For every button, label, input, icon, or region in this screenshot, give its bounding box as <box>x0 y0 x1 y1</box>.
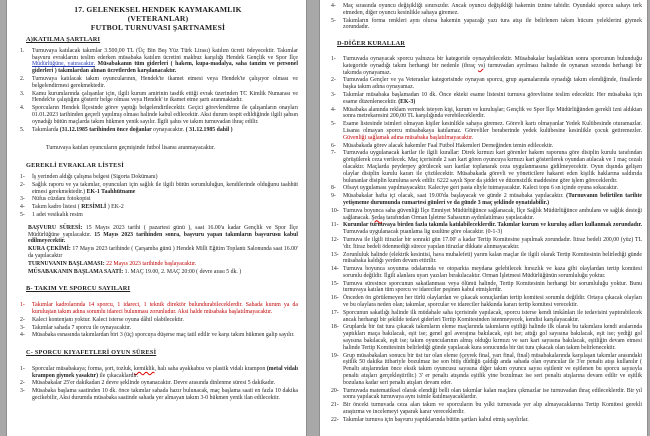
list-item <box>329 143 642 150</box>
list-item <box>329 388 642 402</box>
numbered-list <box>329 56 642 424</box>
list-item-text <box>343 353 642 387</box>
list-item <box>18 302 298 316</box>
text-run: Turnuva boyunca soyunma odalarında ve otoparkta meydana gelebilecek hırsızlık ve kaza gibi olaylardan tertip komitesi sorumlu değildir. İlgili alanlara uyarı yazıları bırakılacaktır. Orman İşletmesi Müdürlüğünün sorumluluğu yoktur. <box>343 266 642 279</box>
list-item-number: 3- <box>20 324 25 331</box>
text-run: Zorunluluk halinde (elektrik kesintisi, hava muhalefeti) yarım kalan maçlar ile ilgili olarak Tertip Komitesinin belirlediği günde müsabaka kaldığı yerden devam ettirilir. <box>343 251 642 265</box>
spacer <box>18 340 298 345</box>
text-run: Nüfus cüzdanı fotokopisi <box>32 196 91 203</box>
text-run: Takımlar turnuva için başvuru yaptıklarında bütün şartları kabul etmiş sayılırlar. <box>343 416 529 423</box>
list-item <box>329 353 642 387</box>
list-item-text <box>343 237 642 251</box>
list-item-text <box>32 302 298 316</box>
text-run: 1 adet vesikalık resim <box>32 211 83 218</box>
list-item <box>18 388 298 402</box>
numbered-list <box>18 302 298 339</box>
list-item <box>329 193 642 207</box>
text-run: İş yerinden aldığı çalışma belgesi (Sigorta Dokümanı) <box>32 173 158 180</box>
list-item-number: 2. <box>20 75 25 82</box>
list-item-text <box>32 204 298 211</box>
text-run: EK-1 Taahhütname <box>86 188 136 195</box>
list-item-number: 3- <box>20 388 25 395</box>
text-run: Takımların forma renkleri aynı olursa hakemin yapacağı yazı tura atışı ile belirlenen takım hücum yeleklerini giymek zorundadır. <box>343 17 642 31</box>
list-item <box>329 150 642 184</box>
list-item-text <box>343 185 642 192</box>
list-item-text <box>343 222 642 236</box>
section-heading: A)KATILMA ŞARTLARI <box>26 36 101 43</box>
section-heading: D-DİĞER KURALLAR <box>337 40 406 48</box>
list-item <box>18 182 298 196</box>
list-item-text <box>343 324 642 351</box>
title-line: 17. GELENEKSEL HENDEK KAYMAKAMLIK <box>74 5 242 14</box>
list-item <box>18 48 298 75</box>
spacer <box>18 134 298 145</box>
text-run: (Turnuvanın belirtilen tarihte yetişmeme durumunda cumartesi günleri ve da günde 3 maç şeklinde oynatılabilir.) <box>343 193 642 206</box>
list-item-number: 2- <box>20 380 25 387</box>
list-item-number: 3- <box>20 196 25 203</box>
text-run: MÜSABAKANIN BAŞLAMA SAATİ: <box>28 268 124 275</box>
list-item-text <box>343 295 642 309</box>
text-run: Takımlar kadrolarında 14 sporcu, 1 idareci, 1 teknik direktör bulundurabileceklerdir. Sahada kurum ya da kuruluştan takım adına sorumlu idareci bulunması zorunludur. Aksi halde müsabaka başlatılmayacaktır. <box>32 302 298 315</box>
list-item-number: 5- <box>331 121 336 128</box>
text-run: Müsabakalar hafta içi olacak, saat 19.00'da başlayacak ve günde 2 müsabaka yapılacaktır. <box>343 193 567 200</box>
list-item-text <box>343 3 642 17</box>
list-item <box>329 185 642 192</box>
list-item-number: 13- <box>331 251 339 258</box>
list-item-number: 10- <box>331 207 339 214</box>
list-item-text <box>32 174 298 181</box>
list-item-number: 1- <box>20 173 25 180</box>
list-item-text <box>343 266 642 280</box>
list-item-number: 1- <box>20 302 25 309</box>
paragraph <box>28 269 298 276</box>
text-run: 17 Mayıs 2023 tarihinde ( Çarşamba günü ) Hendek Milli Eğitim Toplantı Salonunda saat 16.00' da yapılacaktır <box>28 246 298 259</box>
list-item <box>329 295 642 309</box>
text-run: Gruplarda bir üst tura çıkacak takımların eleme maçlarında takımların eşitliği halinde ilk olarak bu takımlara kendi aralarında yaptıkları maça bakılacak, eşit ise; genel gol averajına bakılacak, eşit ise; attığı gol sayısına bakılacak, eşit ise; yediği gol sayısına bakılacak, eşit ise; takım oyuncularının almış olduğu kırmızı ve sarı kart sayısına bakılacak, eşitliğin devam etmesi halinde Tertip Komitesinin belirlediği günde yapılacak kura sonucunda bir üst tura çıkacak olan takım belirlenecektir. <box>343 324 642 351</box>
list-item <box>329 281 642 295</box>
list-item-number: 1- <box>331 55 336 62</box>
text-run: Müsabakanın tüm giderleri ( hakem, kupa-madalya, saha tanzim ve personel giderleri ) takımlardan alınan ücretlerden karşılanacaktır. <box>32 61 298 75</box>
paragraph <box>28 246 298 260</box>
text-run: KURA ÇEKİMİ: <box>28 246 71 253</box>
list-item <box>329 237 642 251</box>
list-item-number: 1- <box>20 365 25 372</box>
list-item-number: 2- <box>331 77 336 84</box>
numbered-list <box>18 366 298 402</box>
list-item <box>329 252 642 266</box>
list-item-text <box>343 281 642 295</box>
paragraph <box>28 225 298 245</box>
list-item-text <box>32 182 298 196</box>
text-run: Müdürlüğüne, yatıracaktır. <box>32 61 96 68</box>
list-item <box>329 324 642 351</box>
list-item <box>18 325 298 332</box>
text-run: ile çıkacaklardır. <box>98 372 139 379</box>
list-item-text <box>343 208 642 222</box>
text-run: Müsabakalar 25'er dakikadan 2 devre şeklinde oynanacaktır. Devre arasında dinlenme süresi 5 dakikadır. <box>32 380 276 387</box>
list-item-text <box>32 76 298 90</box>
list-item <box>18 380 298 387</box>
list-item-number: 5- <box>331 17 336 24</box>
text-run: Güvenliği sağlamak adına müsabaka başlatılmayacaktır. <box>343 134 474 141</box>
text-run: Bir önceki turnuvada ceza alan takım ve sporcuların bu yılki turnuvada yer alıp almayacaklarına Tertip Komitesi gerekli araştırma ve incelemeyi yaparak karar vereceklerdir. <box>343 402 642 416</box>
list-item-number: 19- <box>331 352 339 359</box>
document-title <box>18 5 298 32</box>
list-item <box>329 92 642 106</box>
text-run: ) EK-2 <box>106 204 124 211</box>
page-right <box>320 0 647 436</box>
list-item-text <box>343 77 642 91</box>
list-item-number: 4. <box>20 105 25 112</box>
list-item <box>18 366 298 380</box>
list-item-number: 16- <box>331 295 339 302</box>
list-item-number: 4- <box>331 3 336 9</box>
list-item-text <box>32 48 298 75</box>
list-item-text <box>32 380 298 387</box>
list-item <box>329 3 642 17</box>
list-item-number: 3- <box>331 91 336 98</box>
list-item-text <box>32 212 298 219</box>
text-run: Müsabakada görev alacak hakemler Faal Futbol Hakemleri Derneğinden temin edilecektir. <box>343 142 554 149</box>
list-item <box>18 212 298 219</box>
list-item <box>18 76 298 90</box>
section-heading: C- SPORCU KIYAFETLERİ OYUN SÜRESİ <box>26 349 157 357</box>
text-run: Grup müsabakaları sonucu bir üst tur olan eleme (çeyrek final, yarı final, final) müsabakalarında karşılaşan takımlar arasındaki eşitlik 50 dakika itibariyle bozulmaz ise son bitiş düdüğü çaldığı anda sahada olan oyuncular ile 3'er penaltı atışı kullanılır ( Penaltı atışlarından önce eksik takım oyuncusu sayısına diğer takım oyuncu sayısı eşitlenir ve eşitlenen bu sporcu sayısıyla penaltı atışları gerçekleştirilir.) 3' er penaltı atışında eşitlik yine bozulmaz ise seri penaltı atışlarına devam edilir ve eşitlik bozulana kadar seri penaltı atışları devam eder. <box>343 352 642 386</box>
text-run: BAŞVURU SÜRESİ: <box>28 224 83 231</box>
list-item <box>18 332 298 339</box>
page-left <box>7 0 306 436</box>
list-item-number: 1. <box>20 47 25 54</box>
list-item <box>18 127 298 134</box>
text-run: ) turnuvadan ayrılması halinde de oynanan sezonda herhangi bir takımda oynayamaz. <box>343 62 642 76</box>
list-item-number: 5. <box>20 126 25 133</box>
text-run: Sporcuların Hendek İlçesinde görev yaptığı belgelendirilecektir. Geçici görevlendirme ile çalışanların onayları 01.01.2023 tarihinden geçerli yapılmış olması halinde kabul edilecektir. Aksi durum tespit edildiğinde ilgili şahsın oynadığı bütün maçlarda takım hükmen yenik sayılır. İlgili şahıs ve takım turnuvadan ihraç edilir. <box>32 105 298 125</box>
text-run: 1. MAÇ 19.00, 2. MAÇ 20:00 ( devre arası 5 dk. ) <box>123 268 242 275</box>
text-run: Takımlar sahada 7 sporcu ile oynayacaktır. <box>32 324 132 331</box>
list-item-number: 15- <box>331 280 339 287</box>
spacer <box>18 276 298 281</box>
list-item-number: 3. <box>20 90 25 97</box>
text-run: Turnuva boyunca saha güvenliği İlçe Emniyet Müdürlüğünce sağlanacak, İlçe Sağlık Müdürlüğünce ambulans ve sağlık desteği sağlanacak. <box>343 207 642 221</box>
numbered-list <box>18 48 298 134</box>
list-item <box>329 266 642 280</box>
list-item-number: 18- <box>331 324 339 331</box>
text-run: Takımlarda <box>32 126 60 133</box>
spacer <box>18 153 298 158</box>
numbered-list <box>329 3 642 31</box>
paragraph <box>28 261 298 268</box>
text-run: Ofsayt uygulaması yapılmayacaktır. Kaleciye geri pasta eliyle tutmayacaktır. Kaleci topu 6 sn içinde oyuna sokacaktır. <box>343 185 619 192</box>
list-item-text <box>343 402 642 416</box>
text-run: 15 Mayıs 2023 tarihinden sonra, başvuru yapan takımların başvurusu kabul edilmeyecektir. <box>28 231 298 245</box>
text-run: (metal vidalı krampon giymek yasaktır) <box>32 365 299 379</box>
text-run: Kurumlar turnuvaya birden fazla takımla katılabileceklerdir. Takımlar kurum ve kuruluş adları kullanmak zorundadır. <box>343 222 642 229</box>
numbered-list <box>18 174 298 219</box>
list-item-number: 2- <box>20 181 25 188</box>
text-run: Sağlık raporu ve ya takımlar, oyuncuları için sağlık ile ilgili bütün sorumluluğun, kendilerinde olduğunu taahhüt etmesi gerekmektedir.) <box>32 181 298 195</box>
title-line: FUTBOL TURNUVASI ŞARTNAMESİ <box>90 23 226 32</box>
text-run: oynayacaktır. <box>151 126 186 133</box>
list-item-text <box>32 127 298 134</box>
list-item <box>329 417 642 424</box>
text-run: ( 31.12.1985 dahil ) <box>185 126 233 133</box>
paragraph <box>26 145 298 152</box>
section-heading: GEREKLİ EVRAKLAR LİSTESİ <box>26 162 124 170</box>
spacer <box>329 32 642 36</box>
list-item-number: 14- <box>331 266 339 273</box>
list-item-text <box>32 366 298 380</box>
text-run: tarafından Orman İşletme Sahasının aydınlatılması yapılacaktır. <box>384 214 535 221</box>
list-item-text <box>343 121 642 141</box>
list-item <box>329 310 642 324</box>
list-item-text <box>343 417 642 424</box>
text-run: vs <box>478 62 484 69</box>
text-run: TURNUVANIN BAŞLAMASI: <box>28 260 105 267</box>
text-run: Sporcular müsabakaya; forma, şort, tozluk, <box>32 365 134 372</box>
text-run: Müsabaka esnasında takımlardan biri 3 (üç) sporcuya düşerse maç tatil edilir ve karşı takım hükmen galip sayılır. <box>32 332 295 339</box>
list-item-text <box>343 150 642 184</box>
list-item <box>18 91 298 105</box>
list-item <box>329 121 642 141</box>
title-line: (VETERANLAR) <box>127 14 189 23</box>
list-item-number: 5- <box>20 211 25 218</box>
list-item-text <box>343 310 642 324</box>
list-item <box>18 204 298 211</box>
list-item-text <box>343 388 642 402</box>
list-item-text <box>32 388 298 402</box>
list-item-text <box>343 92 642 106</box>
text-run: Turnuva süresince sporcunun sakatlanması veya ölümü halinde, Tertip Komitesinin herhangi bir sorumluluğu yoktur. Bunu turnuvaya katılan tüm sporcu ve idareciler peşinen kabul etmişlerdir. <box>343 280 642 294</box>
text-run: Maç sırasında oyuncu değişikliği sınırsızdır. Ancak oyuncu değişikliği hakemin iznine tabidir. Oyundaki sporcu sahayı terk etmeden, diğer oyuncu kesinlikle sahaya giremez. <box>343 3 642 16</box>
list-item <box>329 402 642 416</box>
text-run: Kamu kurumlarında çalışanlar için, ilgili kurum amirinin tasdik ettiği evrak üzerinden TC Kimlik Numarası ve Hendek'te çalıştığını gösterir belge olması veya Hendek' te ikamet etme şartı aranmaktadır. <box>32 90 298 104</box>
section-heading: B- TAKIM VE SPORCU SAYILARI <box>26 285 131 293</box>
text-run: Turnuvaya katılacak takımlar 3.500,00 TL (Üç Bin Beş Yüz Türk Lirası) katılım ücreti ödeyecektir. Takımlar başvuru evraklarını teslim ederken müsabaka katılım ücretini makbuz karşılığı Hendek Gençlik ve Spor İlçe <box>32 47 298 61</box>
list-item-number: 12- <box>331 236 339 243</box>
list-item-text <box>343 107 642 121</box>
text-run: Takımlar müsabaka başlamadan 10 dk. Önce ekteki esame listesini turnuva görevlisine teslim edecektir. Her müsabaka için esame düzenlenecektir. <box>343 91 642 105</box>
list-item-number: 2- <box>20 316 25 323</box>
text-run: Müsabaka başlama saatinden 10 dk. önce takımlar sahada hazır bulunacak, maç başlama saati en fazla 10 dakika gecikebilir, Aksi durumda müsabaka saatinde sahada yer almayan takım 3-0 hükmen yenik ilan edilecektir. <box>32 388 298 402</box>
text-run: , halı saha ayakkabısı ve plastik vidalı krampon <box>154 365 267 372</box>
list-item <box>18 317 298 324</box>
text-run: kemiklik <box>133 365 155 372</box>
list-item-text <box>343 18 642 32</box>
list-item <box>329 18 642 32</box>
text-run: Turnuvada Gençler ve ya Veteranlar kategorisinde oynayan sporcu, grup aşamalarında oynadığı takım elendiğinde, finallerde başka takım adına oynayamaz. <box>343 77 642 91</box>
text-run: Turnuvaya katılan oyuncuların geçmişinde futbol lisansı aranmayacaktır. <box>46 145 215 152</box>
text-run: Turnuvada uygulanacak puanlama lig usulüne göre olacaktır. (0-1-3) <box>343 229 503 236</box>
list-item-number: 11- <box>331 222 339 229</box>
list-item-number: 20- <box>331 387 339 394</box>
text-run: Turnuvada matematiksel olarak elendiği belli olan takımlar kalan maçlara çıkmazlar ise turnuvadan ihraç edileceklerdir. Bir yıl sonra yapılacak turnuvaya aynı isimle katılmayacaklardır. <box>343 387 642 401</box>
text-run: Turnuvada uygulanacak kartlar ile ilgili kurallar: Direk kırmızı kart görenler hakem raporuna göre disiplin kurulu tarafından görüşülerek ceza verilecek. Maç içerisinde 2 sarı kart gören oyuncuya kırmızı kart gösterilerek oyundan atılacak ve 1 maç cezalı olacaktır. Maçlarda peyderpey görülecek sarı kartlar toplanarak ceza uygulanmasına gidilmeyecektir. Oyun dışında gelişen olaylar disiplin kurulu kararı ile çözülecektir. Müsabakada görevli ve yöneticilere hakaret eden kişilik haklarına saldırıda bulunanlar disiplin kuruluna sevk edilir. 6222 sayılı Spor da şiddet ve düzensizlik maddesine göre işlem göreceklerdir. <box>343 150 642 184</box>
list-item-text <box>343 56 642 76</box>
list-item-number: 21- <box>331 402 339 409</box>
list-item-number: 4- <box>20 332 25 339</box>
list-item-text <box>32 196 298 203</box>
list-item-text <box>343 252 642 266</box>
text-run: 22 Mayıs 2023 tarihinde başlayacaktır. <box>106 260 197 267</box>
list-item-text <box>32 317 298 324</box>
list-item <box>18 105 298 125</box>
list-item <box>18 174 298 181</box>
list-item-number: 17- <box>331 309 339 316</box>
text-run: (31.12.1985 tarihinden önce doğanlar <box>59 126 152 133</box>
list-item-number: 4- <box>331 106 336 113</box>
list-item <box>329 222 642 236</box>
list-item-number: 7- <box>331 150 336 157</box>
list-item-number: 6- <box>331 142 336 149</box>
text-run: Şedaş <box>371 214 385 221</box>
list-item-number: 9- <box>331 193 336 200</box>
text-run: Turnuvaya katılacak takım oyuncularının, Hendek'te ikamet etmesi veya Hendek'te çalışıyor olması ve belgelendirmesi gerekmektedir. <box>32 75 298 89</box>
list-item-text <box>32 105 298 125</box>
text-run: Sporcunun sakatlığı halinde ilk müdahale saha içerisinde yapılacak, sporcu isterse kendi imkânları ile tedavisini yaptırabilecek ancak herhangi bir şekilde tedavi giderleri Tertip Komitesinden istenmeyecek, kendisi karşılayacaktır. <box>343 309 642 323</box>
text-run: Takım kadro listesi ( <box>32 204 82 211</box>
list-item-text <box>32 332 298 339</box>
list-item <box>329 77 642 91</box>
text-run: RESİMLİ <box>81 204 107 211</box>
list-item-number: 4- <box>20 204 25 211</box>
text-run: Müsabaka alanında reklam vermek isteyen kişi, kurum ve kuruluşlar; Gençlik ve Spor İlçe Müdürlüğünden gerekli izni aldıktan sonra metrekaresini 200,00 TL karşılığında verebileceklerdir. <box>343 106 642 120</box>
text-run: Esame listesinde isimleri olmayan kişiler kesinlikle sahaya giremez. Görevli kartı olmayanlar Yedek Kulübesinde oturamazlar. Lisansı olmayan sporcu müsabakaya katılamaz. Görevliler beraberinde yedek kulübesine kesinlikle çocuk getiremezler. <box>343 121 642 134</box>
text-run: Turnuva ile ilgili itirazlar bir sonraki gün 17.00' a kadar Tertip Komitesine yapılmak zorundadır. İtiraz bedeli 200,00 (yüz) TL 'dir. İtiraz bedeli ödenmediği sürece yapılan itirazlar dikkate alınmayacaktır. <box>343 236 642 250</box>
list-item-text <box>343 143 642 150</box>
text-run: Turnuvada oynayacak sporcu yalnızca bir kategoride oynayabilecektir. Müsabakalar başladıktan sonra sporcunun bulunduğu kategoride oynadığı takım herhangi bir nedenle (ihraç <box>343 55 642 69</box>
list-item <box>329 56 642 76</box>
list-item <box>329 208 642 222</box>
text-run: 15 Mayıs 2023 tarihi ( pazartesi günü ), saat 16.00'a kadar Gençlik ve Spor İlçe Müdürlüğüne yapılacaktır. <box>28 224 298 238</box>
text-run: Önceden ön görülemeyen her türlü olaylardan ve çıkacak sonuçlardan tertip komitesi sorumlu değildir. Ortaya çıkacak olayları ve bu olaylara neden olan; takımlar, sporcular ve idareciler hakkında kararı tertip komitesi verecektir. <box>343 295 642 309</box>
list-item-number: 22- <box>331 416 339 423</box>
list-item <box>329 107 642 121</box>
list-item-text <box>32 325 298 332</box>
list-item-text <box>32 91 298 105</box>
list-item-number: 8- <box>331 185 336 192</box>
text-run: (EK-3) <box>398 98 416 105</box>
text-run: Kaleci kontenjanı yoktur. Kaleci isterse oyuna dâhil olabilecektir. <box>32 316 184 323</box>
list-item <box>18 196 298 203</box>
list-item-text <box>343 193 642 207</box>
